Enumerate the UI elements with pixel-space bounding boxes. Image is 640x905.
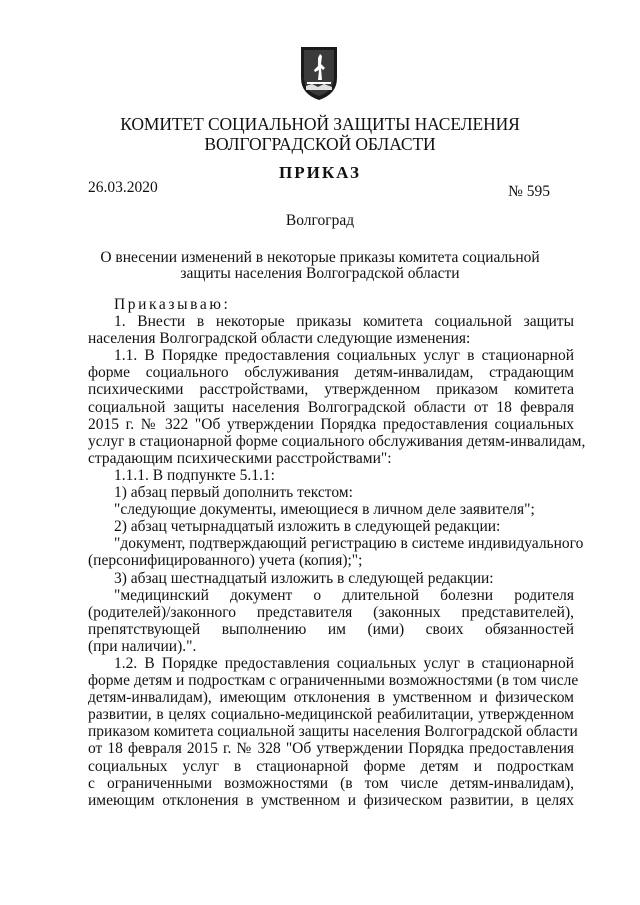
body-line: 1.2. В Порядке предоставления социальных услуг в стационарной	[114, 654, 574, 672]
body-line: от 18 февраля 2015 г. № 328 "Об утверждении Порядка предоставления	[88, 740, 574, 758]
body-line: форме социального обслуживания детям-инвалидам, страдающим	[88, 364, 574, 382]
body-line: 1.1.1. В подпункте 5.1.1:	[114, 466, 275, 484]
body-line: 1) абзац первый дополнить текстом:	[114, 484, 353, 502]
body-line: (родителей)/законного представителя (законных представителей),	[88, 603, 574, 621]
body-line: (персонифицированного) учета (копия);";	[88, 552, 363, 570]
body-line: социальных услуг в стационарной форме детям и подросткам	[88, 757, 574, 775]
body-line: 2) абзац четырнадцатый изложить в следующей редакции:	[114, 518, 501, 536]
body-line: психическими расстройствами, утвержденном приказом комитета	[88, 381, 574, 399]
body-line: форме детям и подросткам с ограниченными возможностями (в том числе	[88, 672, 579, 690]
body-line: с ограниченными возможностями (в том числе детям-инвалидам),	[88, 774, 574, 792]
document-city: Волгоград	[285, 212, 355, 229]
volgograd-emblem-icon	[298, 44, 340, 102]
document-body	[88, 296, 586, 809]
body-line: приказом комитета социальной защиты населения Волгоградской области	[88, 723, 578, 741]
organization-name	[0, 114, 640, 154]
body-line: 1. Внести в некоторые приказы комитета социальной защиты	[114, 313, 574, 331]
body-line: "медицинский документ о длительной болезни родителя	[114, 586, 574, 604]
subject-line-2: защиты населения Волгоградской области	[180, 265, 460, 282]
body-line: 3) абзац шестнадцатый изложить в следующей редакции:	[114, 569, 494, 587]
body-line: страдающим психическими расстройствами":	[88, 449, 392, 467]
body-line: социальной защиты населения Волгоградской области от 18 февраля	[88, 398, 574, 416]
body-line: населения Волгоградской области следующие изменения:	[88, 330, 471, 348]
body-line: "документ, подтверждающий регистрацию в системе индивидуального	[114, 535, 584, 553]
body-line: 2015 г. № 322 "Об утверждении Порядка предоставления социальных	[88, 415, 574, 433]
document-number: № 595	[508, 183, 550, 200]
body-line: препятствующей выполнению им (ими) своих обязанностей	[88, 620, 574, 638]
document-subject	[0, 250, 640, 282]
subject-line-1: О внесении изменений в некоторые приказы комитета социальной	[100, 249, 540, 266]
document-date: 26.03.2020	[88, 179, 158, 196]
body-line: имеющим отклонения в умственном и физическом развитии, в целях	[88, 791, 574, 809]
body-line: услуг в стационарной форме социального обслуживания детям-инвалидам,	[88, 432, 586, 450]
body-line: Приказываю:	[114, 296, 231, 313]
body-line: (при наличии).".	[88, 637, 197, 655]
document-type: ПРИКАЗ	[279, 163, 361, 182]
body-line: детям-инвалидам), имеющим отклонения в умственном и физическом	[88, 689, 574, 707]
body-line: развитии, в целях социально-медицинской реабилитации, утвержденном	[88, 706, 574, 724]
body-line: "следующие документы, имеющиеся в личном деле заявителя";	[114, 501, 535, 519]
organization-name-line-2: ВОЛГОГРАДСКОЙ ОБЛАСТИ	[204, 134, 436, 154]
body-line: 1.1. В Порядке предоставления социальных услуг в стационарной	[114, 347, 574, 365]
organization-name-line-1: КОМИТЕТ СОЦИАЛЬНОЙ ЗАЩИТЫ НАСЕЛЕНИЯ	[120, 114, 520, 134]
